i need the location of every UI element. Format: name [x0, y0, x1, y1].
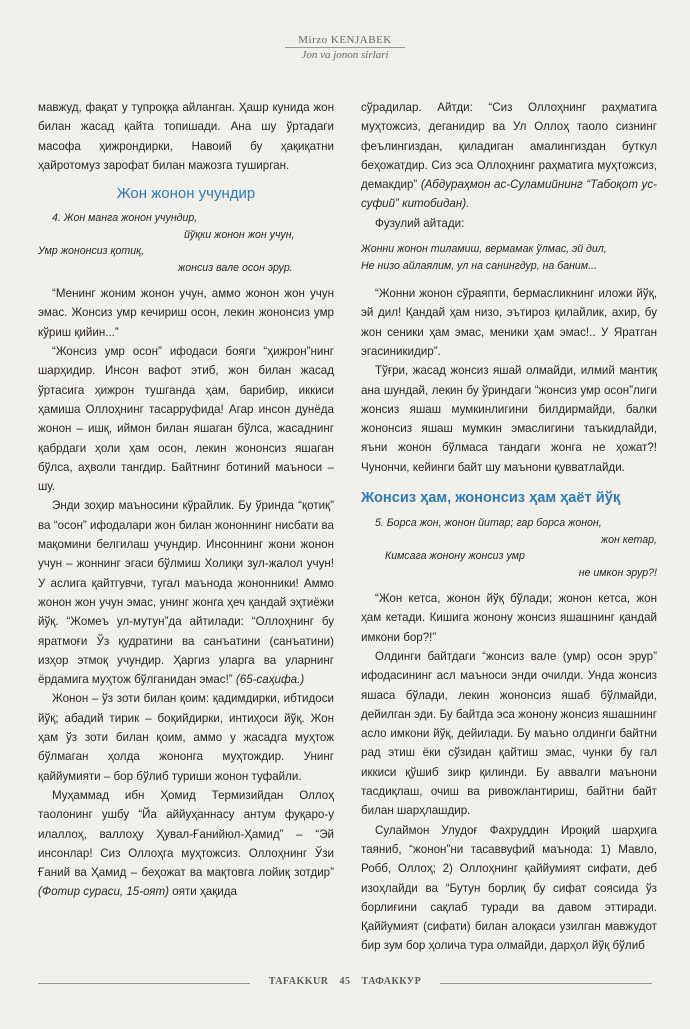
paragraph: Жонон – ўз зоти билан қоим: қадимдирки, ибтидоси йўқ; абадий тирик – боқийдирки, интиҳоси йўқ. Жон ҳам ўз зоти билан қоим, аммо у жасадга муҳтож бўлмаган ҳолда жононга муҳтождир. Унинг қаййумияти – бор бўлиб туриши жонон туфайли.: [38, 692, 334, 783]
footer-magazine-latin: TAFAKKUR: [268, 976, 329, 987]
footer-label: [38, 976, 652, 987]
paragraph: Фузулий айтади:: [375, 216, 465, 230]
verse-line: йўқки жонон жон учун,: [184, 228, 295, 241]
paragraph: Тўғри, жасад жонсиз яшай олмайди, илмий мантиқ ана шундай, лекин бу ўриндаги “жонсиз умр осон”лиги жонсиз яшаш мумкинлигини билдирмайди, балки жононсиз яшаш мумкин эмаслигини таъкидлайди, яъни жонон бўлмаса тандаги жонга не ҳожат?! Чунончи, кейинги байт шу маънони қувватлайди.: [361, 364, 657, 474]
paragraph-text: Энди зоҳир маъносини кўрайлик. Бу ўринда “қотиқ” ва “осон” ифодалари жон билан жононнинг нисбати ва мақомини белгилаш учундир. Инсоннинг жони жонон учун – жоннинг эгаси бўлмиш Холиқи зул-жалол учун! У аслига қайтгувчи, тугал маънода жононники! Аммо жонон жон учун эмас, унинг жонга ҳеч қандай эҳтиёжи йўқ. “Жомеъ ул-мутун”да айтилади: “Оллоҳнинг бу яратмоғи Ўз қудратини ва санъатини (санъатини) изҳор этмоқ учундир. Ҳаргиз уларга ва уларнинг ёрдамига муҳтож бўлганидан эмас!”: [38, 499, 334, 687]
verse-line: Не низо айлаялим, ул на санингдур, на баним...: [361, 259, 597, 272]
paragraph: Сулаймон Улудоғ Фахруддин Ироқий шарҳига таяниб, “жонон”ни тасаввуфий маънода: 1) Мавло, Робб, Оллоҳ; 2) Оллоҳнинг қаййумият сифати, деб изоҳлайди ва “Бутун борлиқ бу сифат соясида ўз борлиғини сақлаб туради ва давом эттиради. Қаййумият (сифати) билан алоқаси узилган мавжудот бир зум бор ҳолича тура олмайди, дарҳол йўқ бўлиб: [361, 823, 657, 953]
paragraph: [38, 786, 334, 902]
section-heading: Жонсиз ҳам, жононсиз ҳам ҳаёт йўқ: [361, 490, 621, 507]
paragraph: мавжуд, фақат у тупроққа айланган. Ҳашр кунида жон билан жасад қайта топишади. Ана шу ўртадаги масофа ҳижрондирки, Навоий бу ҳақиқатни ҳайротомуз зарофат билан мажозга туширган.: [38, 101, 334, 172]
header-rule: [285, 47, 405, 48]
section-heading: Жон жонон учундир: [116, 185, 256, 203]
source-reference: (Абдураҳмон ас-Суламийнинг “Табоқот ус-суфий” китобидан).: [361, 178, 657, 211]
right-column: [361, 98, 657, 956]
verse-line: 5. Борса жон, жонон йитар; гар борса жонон,: [375, 517, 602, 530]
footer-magazine-cyrillic: ТАФАККУР: [361, 976, 422, 987]
verse-quote: [361, 241, 657, 274]
running-header: [0, 34, 690, 61]
verse-line: Жонни жонон тиламиш, вермамак ўлмас, эй дил,: [361, 243, 607, 256]
left-column: [38, 98, 334, 902]
verse-line: 4. Жон манга жонон учундир,: [52, 212, 198, 225]
verse-quote: [38, 210, 334, 276]
header-author: Mirzo KENJABEK: [298, 34, 392, 46]
header-series: Jon va jonon sirlari: [301, 49, 389, 61]
paragraph-text: Муҳаммад ибн Ҳомид Термизийдан Оллоҳ таолонинг ушбу “Йа аййуҳаннасу антум фуқаро-у илаллоҳ, валлоҳу Ҳувал-Ғанийюл-Ҳамид” – “Эй инсонлар! Сиз Оллоҳга муҳтожсиз. Оллоҳнинг Ўзи Ғаний ва Ҳамид – беҳожат ва мақтовга лойиқ зотдир”: [38, 788, 334, 880]
paragraph-text: ояти ҳақида: [172, 885, 237, 899]
verse-line: жон кетар,: [600, 533, 657, 546]
paragraph: “Менинг жоним жонон учун, аммо жонон жон учун эмас. Жонсиз умр кечириш осон, лекин жононсиз умр кўриш қийин...”: [38, 287, 334, 339]
verse-line: жонсиз вале осон эрур.: [178, 261, 293, 274]
verse-line: не имкон эрур?!: [578, 566, 657, 579]
page-number: 45: [339, 976, 351, 987]
paragraph: “Жонсиз умр осон” ифодаси бояги “ҳижрон”нинг шарҳидир. Инсон вафот этиб, жон билан жасад ўртасига ҳижрон тушганда ҳам, барибир, иккиси ҳамиша Оллоҳнинг тасарруфида! Агар инсон дунёда жонон – ишқ, иймон билан яшаган бўлса, жасаднинг қабрдаги ҳоли ҳам осон, лекин жононсиз яшаган бўлса, аҳволи тангдир. Байтнинг ботиний маъноси – шу.: [38, 345, 334, 494]
verse-line: Кимсага жонону жонсиз умр: [385, 550, 525, 563]
paragraph: Олдинги байтдаги “жонсиз вале (умр) осон эрур” ифодасининг асл маъноси энди очилди. Унда жонсиз яшаса бўлади, лекин жононсиз яшаб бўлмайди, дейилган эди. Бу байтда эса жонону жонсиз яшашнинг асло имкони йўқ, дейилади. Бу маъно олдинги байтни рад этиш ёки сўзидан қайтиш эмас, чунки бу гал иккиси қўшиб зикр қилинди. Бу аввалги маънони тасдиқлаш, очиш ва ривожлантириш, байтни байт билан шарҳлашдир.: [361, 649, 657, 818]
verse-quote: [361, 515, 657, 581]
paragraph-text: сўрадилар. Айтди: “Сиз Оллоҳнинг раҳматига муҳтожсиз, деганидир ва Ул Оллоҳ таоло сизнинг феълингиздан, қиладиган амалингиздан буткул беҳожатдир. Сиз эса Оллоҳнинг раҳматига муҳтожсиз, демакдир”: [361, 101, 657, 192]
footer-rule: [440, 983, 652, 984]
source-reference: (Фотир сураси, 15-оят): [38, 885, 170, 899]
verse-line: Умр жононсиз қотиқ,: [38, 245, 145, 258]
paragraph: “Жонни жонон сўраяпти, бермасликнинг иложи йўқ, эй дил! Қандай ҳам низо, эътироз қилайлик, ахир, бу жон сеники ҳам эмас, меники ҳам эмас!.. У Яратган эгасиникидир”.: [361, 287, 657, 358]
paragraph: “Жон кетса, жонон йўқ бўлади; жонон кетса, жон ҳам кетади. Кишига жонону жонсиз яшашнинг қандай имкони бор?!”: [361, 592, 657, 644]
paragraph: [361, 98, 657, 214]
paragraph: [38, 496, 334, 689]
running-footer: [38, 976, 652, 990]
source-reference: (65-саҳифа.): [235, 673, 305, 687]
